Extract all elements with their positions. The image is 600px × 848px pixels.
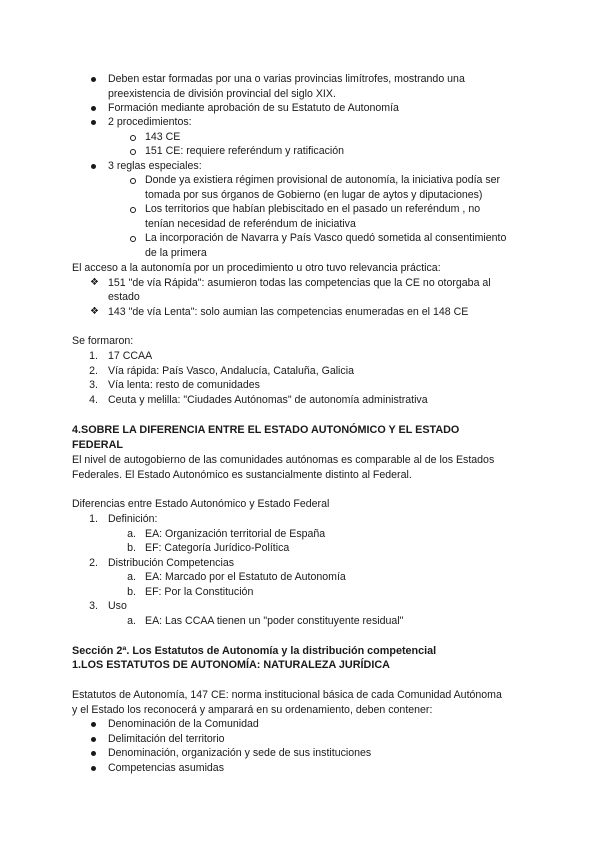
text-line: 3 reglas especiales: (108, 160, 202, 172)
bullet-dot (91, 77, 96, 82)
text-line: Competencias asumidas (108, 762, 224, 774)
text-line: preexistencia de división provincial del siglo XIX. (108, 88, 336, 100)
text-line: Deben estar formadas por una o varias provincias limítrofes, mostrando una (108, 73, 465, 85)
text-line: EA: Organización territorial de España (145, 528, 326, 540)
text-line: EF: Categoría Jurídico-Política (145, 542, 290, 554)
list-number: 1. (89, 513, 98, 525)
bullet-dot (91, 751, 96, 756)
bullet-dot (91, 164, 96, 169)
bullet-dot (91, 106, 96, 111)
list-letter: a. (127, 528, 136, 540)
list-number: 4. (89, 394, 98, 406)
text-line: Vía rápida: País Vasco, Andalucía, Cataluña, Galicia (108, 365, 354, 377)
section-heading: FEDERAL (72, 439, 123, 451)
section-heading: 1.LOS ESTATUTOS DE AUTONOMÍA: NATURALEZA JURÍDICA (72, 659, 390, 671)
text-line: La incorporación de Navarra y País Vasco quedó sometida al consentimiento (145, 232, 507, 244)
diamond-bullet-icon: ❖ (90, 277, 99, 288)
bullet-dot (91, 766, 96, 771)
text-line: Vía lenta: resto de comunidades (108, 379, 260, 391)
paragraph-line: Federales. El Estado Autonómico es sustancialmente distinto al Federal. (72, 469, 412, 481)
text-line: EA: Marcado por el Estatuto de Autonomía (145, 571, 346, 583)
text-line: Ceuta y melilla: "Ciudades Autónomas" de autonomía administrativa (108, 394, 428, 406)
text-line: 151 "de vía Rápida": asumieron todas las competencias que la CE no otorgaba al (108, 277, 491, 289)
sub-bullet-ring (130, 149, 136, 155)
sub-bullet-ring (130, 236, 136, 242)
text-line: Definición: (108, 513, 158, 525)
list-letter: a. (127, 571, 136, 583)
text-line: EF: Por la Constitución (145, 586, 254, 598)
list-number: 1. (89, 350, 98, 362)
text-line: Donde ya existiera régimen provisional de autonomía, la iniciativa podía ser (145, 174, 501, 186)
text-line: EA: Las CCAA tienen un "poder constituyente residual" (145, 615, 404, 627)
text-line: 2 procedimientos: (108, 116, 192, 128)
paragraph-line: Diferencias entre Estado Autonómico y Estado Federal (72, 498, 330, 510)
list-letter: b. (127, 542, 136, 554)
text-line: de la primera (145, 247, 207, 259)
list-number: 2. (89, 365, 98, 377)
text-line: tomada por sus órganos de Gobierno (en lugar de aytos y diputaciones) (145, 189, 483, 201)
paragraph-line: El acceso a la autonomía por un procedimiento u otro tuvo relevancia práctica: (72, 262, 441, 274)
sub-bullet-ring (130, 135, 136, 141)
paragraph-line: Estatutos de Autonomía, 147 CE: norma institucional básica de cada Comunidad Autónoma (72, 689, 502, 701)
text-line: 143 "de vía Lenta": solo aumian las competencias enumeradas en el 148 CE (108, 306, 469, 318)
text-line: Denominación, organización y sede de sus instituciones (108, 747, 372, 759)
diamond-bullet-icon: ❖ (90, 306, 99, 317)
list-number: 2. (89, 557, 98, 569)
list-letter: a. (127, 615, 136, 627)
sub-bullet-ring (130, 207, 136, 213)
section-heading: 4.SOBRE LA DIFERENCIA ENTRE EL ESTADO AUTONÓMICO Y EL ESTADO (72, 424, 460, 436)
paragraph-line: El nivel de autogobierno de las comunidades autónomas es comparable al de los Estados (72, 454, 495, 466)
list-number: 3. (89, 600, 98, 612)
section-heading: Sección 2ª. Los Estatutos de Autonomía y la distribución competencial (72, 645, 437, 657)
text-line: Delimitación del territorio (108, 733, 225, 745)
text-line: tenían necesidad de referéndum de iniciativa (145, 218, 356, 230)
text-line: estado (108, 291, 140, 303)
paragraph-line: y el Estado los reconocerá y amparará en su ordenamiento, deben contener: (72, 704, 433, 716)
text-line: 17 CCAA (108, 350, 153, 362)
bullet-dot (91, 120, 96, 125)
bullet-dot (91, 737, 96, 742)
text-line: Los territorios que habían plebiscitado en el pasado un referéndum , no (145, 203, 481, 215)
text-line: Distribución Competencias (108, 557, 235, 569)
list-number: 3. (89, 379, 98, 391)
text-line: 143 CE (145, 131, 181, 143)
list-letter: b. (127, 586, 136, 598)
text-line: Formación mediante aprobación de su Estatuto de Autonomía (108, 102, 399, 114)
text-line: Uso (108, 600, 127, 612)
bullet-dot (91, 722, 96, 727)
sub-bullet-ring (130, 178, 136, 184)
text-line: Denominación de la Comunidad (108, 718, 259, 730)
paragraph-line: Se formaron: (72, 335, 134, 347)
text-line: 151 CE: requiere referéndum y ratificación (145, 145, 345, 157)
